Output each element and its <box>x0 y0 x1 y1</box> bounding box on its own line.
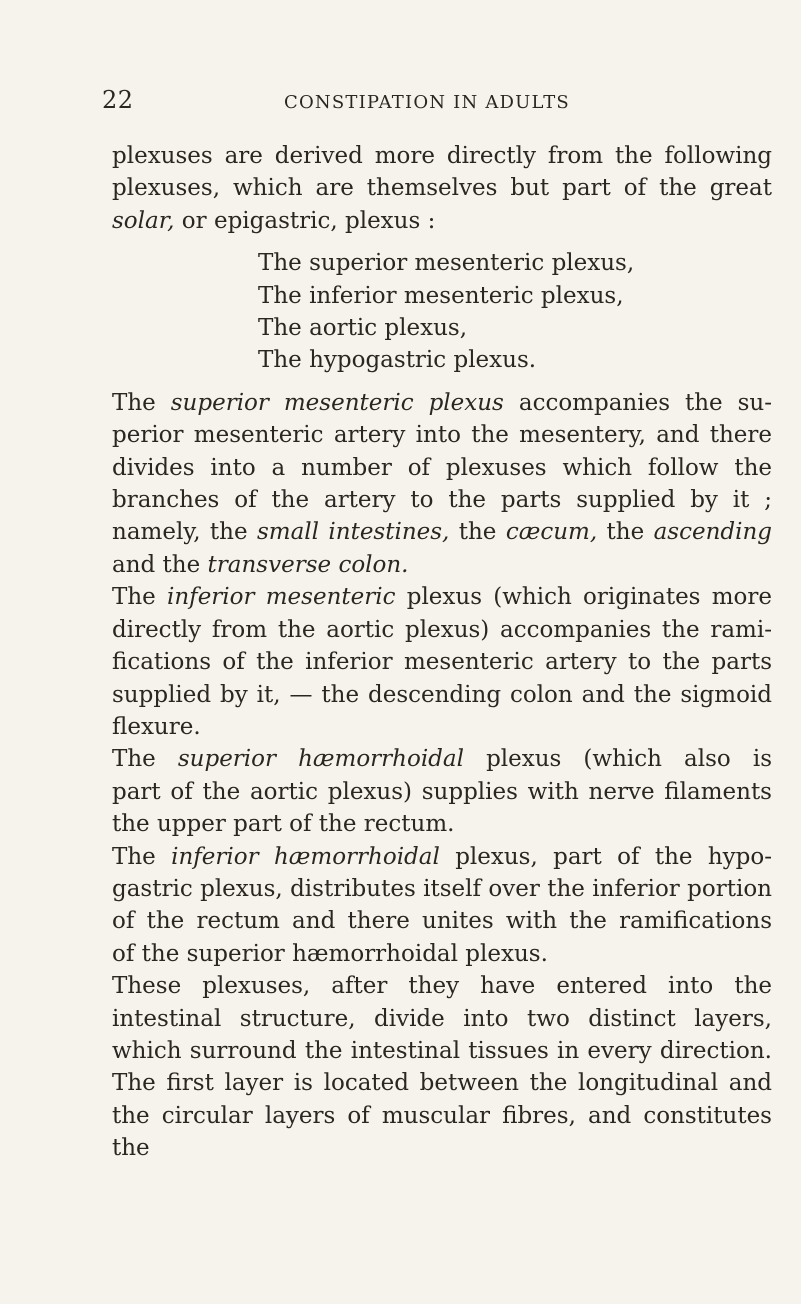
text-line: fications of the inferior mesenteric artery to the parts <box>112 649 772 676</box>
text-line: intestinal structure, divide into two distinct layers, <box>112 1005 772 1032</box>
list-item: The aortic plexus, <box>258 315 468 342</box>
text-line: gastric plexus, distributes itself over the inferior portion <box>112 875 772 902</box>
text-line: The inferior mesenteric plexus (which originates more <box>112 584 772 611</box>
paragraph-layers <box>112 970 772 1164</box>
text-line: flexure. <box>112 713 201 740</box>
text-line: perior mesenteric artery into the mesentery, and there <box>112 422 772 449</box>
text-line: plexuses are derived more directly from the following <box>112 143 772 169</box>
paragraph-superior-haemorrhoidal <box>112 743 772 840</box>
text-line: of the superior hæmorrhoidal plexus. <box>112 940 548 967</box>
text-line: solar, or epigastric, plexus : <box>112 207 436 234</box>
text-line: The first layer is located between the longitudinal and <box>112 1070 772 1097</box>
list-item: The superior mesenteric plexus, <box>258 250 635 277</box>
text-line: plexuses, which are themselves but part of the great <box>112 175 772 202</box>
text-line: which surround the intestinal tissues in every direction. <box>112 1037 772 1064</box>
paragraph-inferior-mesenteric <box>112 581 772 743</box>
text-line: part of the aortic plexus) supplies with nerve filaments <box>112 778 772 805</box>
list-item: The inferior mesenteric plexus, <box>258 282 624 309</box>
text-line: supplied by it, — the descending colon and the sigmoid <box>112 681 772 708</box>
text-line: The inferior hæmorrhoidal plexus, part of the hypo- <box>112 843 773 870</box>
text-line: the circular layers of muscular fibres, and constitutes the <box>112 1102 772 1162</box>
plexus-list <box>112 247 772 377</box>
list-item: The hypogastric plexus. <box>258 347 537 374</box>
text-line: divides into a number of plexuses which follow the <box>112 454 772 481</box>
text-line: branches of the artery to the parts supplied by it ; <box>112 487 772 514</box>
text-line: The superior hæmorrhoidal plexus (which also is <box>112 746 773 773</box>
text-line: These plexuses, after they have entered into the <box>112 973 772 1000</box>
text-line: of the rectum and there unites with the ramifications <box>112 908 772 935</box>
text-line: and the transverse colon. <box>112 551 409 578</box>
paragraph-superior-mesenteric <box>112 387 772 581</box>
paragraph-inferior-haemorrhoidal <box>112 841 772 971</box>
text-line: The superior mesenteric plexus accompanies the su- <box>112 389 773 416</box>
page-number: 22 <box>102 86 134 114</box>
text-line: namely, the small intestines, the cæcum, the ascending <box>112 519 773 546</box>
text-line: directly from the aortic plexus) accompanies the rami- <box>112 616 772 643</box>
text-line: the upper part of the rectum. <box>112 811 455 838</box>
body-text <box>112 140 772 1165</box>
running-title: CONSTIPATION IN ADULTS <box>284 92 570 113</box>
